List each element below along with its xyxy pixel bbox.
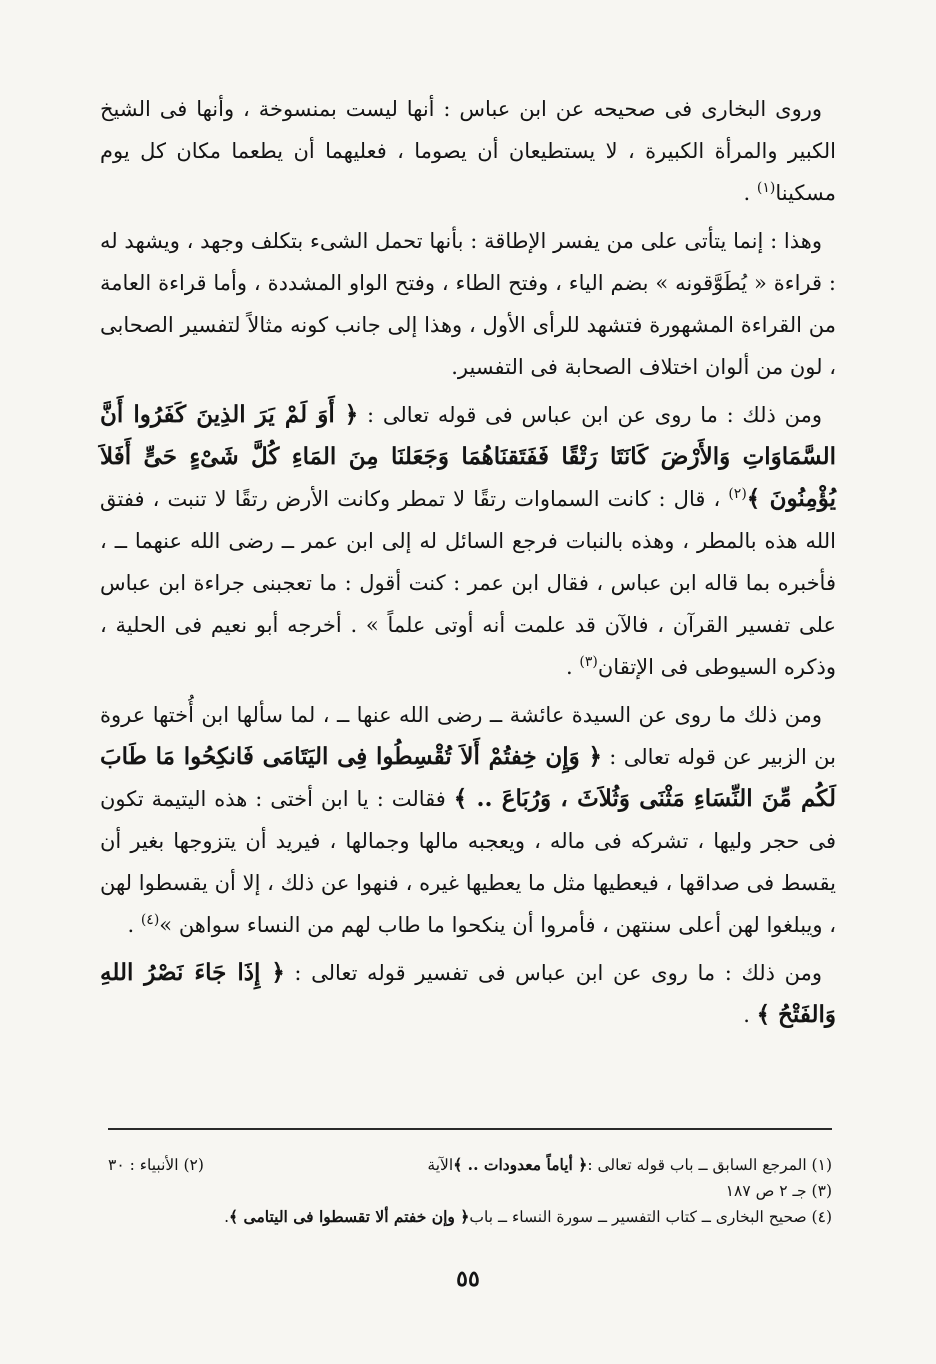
paragraph-heavens bbox=[100, 394, 836, 688]
footnote-4-text: (٤) صحيح البخارى ــ كتاب التفسير ــ سورة النساء ــ باب bbox=[469, 1208, 832, 1226]
paragraph-text: وروى البخارى فى صحيحه عن ابن عباس : أنها ليست بمنسوخة ، وأنها فى الشيخ الكبير والمرأة الكبيرة ، لا يستطيعان أن يصوما ، فعليهما أن يطعما مكان كل يوم مسكينا bbox=[100, 97, 836, 205]
paragraph-text: ومن ذلك : ما روى عن ابن عباس فى تفسير قوله تعالى : bbox=[284, 961, 822, 985]
footnote-1-text: (١) المرجع السابق ــ باب قوله تعالى : bbox=[587, 1156, 832, 1174]
footnote-2: (٢) الأنبياء : ٣٠ bbox=[108, 1156, 204, 1174]
paragraph-text: ومن ذلك : ما روى عن ابن عباس فى قوله تعالى : bbox=[358, 403, 823, 427]
footnote-divider bbox=[108, 1128, 832, 1130]
page-number: ٥٥ bbox=[456, 1266, 480, 1292]
footnote-ref-1[interactable]: (١) bbox=[756, 180, 776, 196]
paragraph-text: وهذا : إنما يتأتى على من يفسر الإطاقة : بأنها تحمل الشىء بتكلف وجهد ، ويشهد له : قراءة « يُطَوَّقونه » بضم الياء ، وفتح الطاء ، وفتح الواو المشددة ، وأما قراءة العامة من القراءة المشهورة فتشهد للرأى الأول ، وهذا إلى جانب كونه مثالاً لتفسير الصحابى ، لون من ألوان اختلاف الصحابة فى التفسير. bbox=[100, 229, 836, 379]
paragraph-text-cont: ، قال : كانت السماوات رتقًا لا تمطر وكانت الأرض رتقًا لا تنبت ، ففتق الله هذه بالمطر ، وهذه بالنبات فرجع السائل له إلى ابن عمر ــ رضى الله عنهما ــ ، فأخبره بما قاله ابن عباس ، فقال ابن عمر : كنت أقول : ما تعجبنى جراءة ابن عباس على تفسير القرآن ، فالآن قد علمت أنه أوتى علماً » . أخرجه أبو نعيم فى الحلية ، وذكره السيوطى فى الإتقان bbox=[100, 487, 836, 679]
footnote-1-end: الآية bbox=[427, 1156, 454, 1174]
footnote-4 bbox=[224, 1204, 832, 1230]
paragraph-text-end: . bbox=[743, 181, 757, 205]
footnote-ref-3[interactable]: (٣) bbox=[579, 654, 598, 670]
paragraph-nasr bbox=[100, 952, 836, 1036]
footnote-3: (٣) جـ ٢ ص ١٨٧ bbox=[725, 1182, 832, 1200]
footnotes bbox=[108, 1152, 832, 1230]
paragraph-aisha bbox=[100, 694, 836, 946]
quran-quote-nasr: ﴿ إِذَا جَاءَ نَصْرُ اللهِ وَالفَتْحُ ﴾ bbox=[100, 959, 836, 1028]
footnote-row-3 bbox=[108, 1178, 832, 1204]
footnote-4-end: . bbox=[224, 1208, 230, 1226]
paragraph-itaqa bbox=[100, 220, 836, 388]
paragraph-text-end: . bbox=[127, 913, 141, 937]
footnote-1-quote: ﴿ أياماً معدودات .. ﴾ bbox=[453, 1155, 588, 1174]
footnote-4-quote: ﴿ وإن خفتم ألا تقسطوا فى اليتامى ﴾ bbox=[229, 1207, 470, 1226]
paragraph-text-cont: فقالت : يا ابن أختى : هذه اليتيمة تكون فى حجر وليها ، تشركه فى ماله ، ويعجبه مالها وجمالها ، فيريد أن يتزوجها بغير أن يقسط فى صداقها ، فيعطيها مثل ما يعطيها غيره ، فنهوا عن ذلك ، إلا أن يقسطوا لهن ، ويبلغوا لهن أعلى سنتهن ، فأمروا أن ينكحوا ما طاب لهم من النساء سواهن » bbox=[100, 787, 836, 937]
paragraph-text-end: . bbox=[743, 1003, 757, 1027]
main-text bbox=[100, 88, 836, 1042]
footnote-ref-2[interactable]: (٢) bbox=[728, 486, 747, 502]
quran-quote-heavens: ﴿ أَوَ لَمْ يَرَ الذِينَ كَفَرُوا أَنَّ السَّمَاوَاتِ وَالأَرْضَ كَانَتَا رَتْقًا فَفَتَقنَاهُمَا وَجَعَلنَا مِنَ المَاءِ كُلَّ شَىْءٍ حَىٍّ أَفَلاَ يُؤْمِنُونَ ﴾ bbox=[100, 401, 836, 512]
footnote-ref-4[interactable]: (٤) bbox=[140, 912, 160, 928]
footnote-1 bbox=[427, 1152, 832, 1178]
quran-quote-orphans: ﴿ وَإِن خِفتُمْ أَلاَ تُقْسِطُوا فِى اليَتَامَى فَانكِحُوا مَا طَابَ لَكُم مِّنَ النِّسَاءِ مَثْنَى وَثُلاَثَ ، وَرُبَاعَ .. ﴾ bbox=[100, 743, 836, 812]
paragraph-bukhari bbox=[100, 88, 836, 214]
footnote-row-1-2 bbox=[108, 1152, 832, 1178]
paragraph-text: ومن ذلك ما روى عن السيدة عائشة ــ رضى الله عنها ــ ، لما سألها ابن أُختها عروة بن الزبير عن قوله تعالى : bbox=[100, 703, 836, 769]
paragraph-text-end: . bbox=[566, 655, 580, 679]
footnote-row-4 bbox=[108, 1204, 832, 1230]
